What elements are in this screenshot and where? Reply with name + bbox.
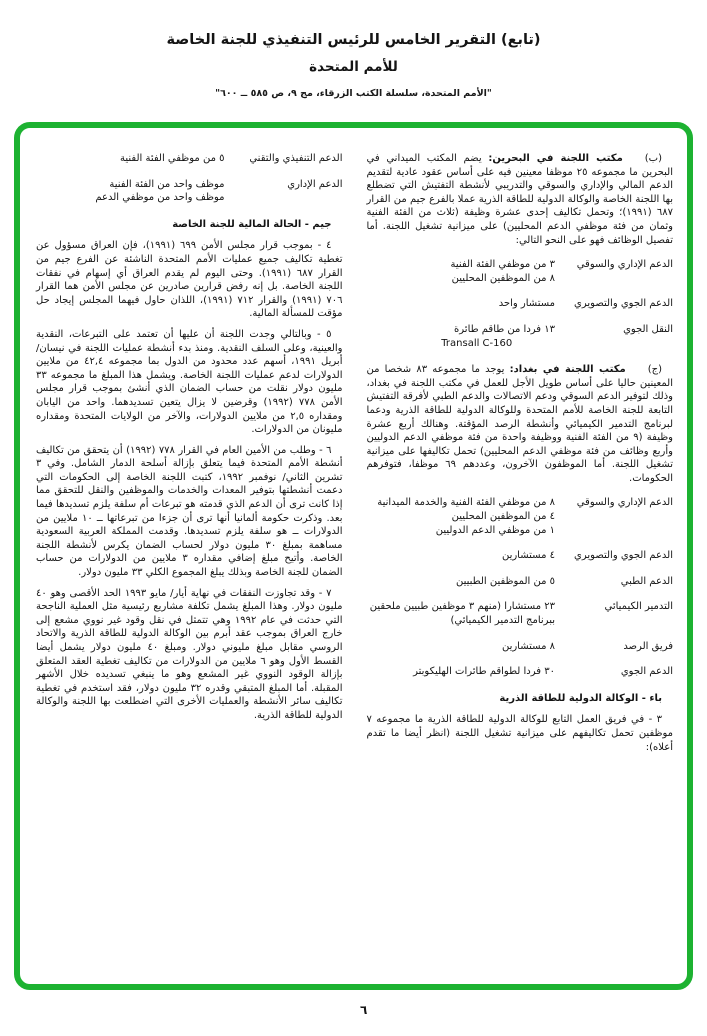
row-label: الدعم الجوي والتصويري <box>574 298 673 310</box>
staff-table-continued <box>36 152 343 205</box>
row-value: ٨ مستشارين <box>501 640 555 652</box>
row-value: ٥ من موظفي الفئة الفنية <box>120 153 225 164</box>
section-heading-baa: باء - الوكالة الدولية للطاقة الذرية <box>499 692 662 704</box>
table-row <box>367 640 674 654</box>
content-frame <box>14 122 693 990</box>
row-value: ١٣ فردا من طاقم طائرة <box>454 323 555 335</box>
paragraph-4: ٤ - بموجب قرار مجلس الأمن ٦٩٩ (١٩٩١)، فإن العراق مسؤول عن تغطية تكاليف جميع عمليات الأمم المتحدة الناشئة عن الفرع جيم من القرار ٦٨٧ (١٩٩١). وحتى اليوم لم يقدم العراق أي إسهام في نفقات اللجنة الخاصة. بل إنه رفض قرارين صادرين عن مجلس الأمن هما القرار ٧٠٦ (١٩٩١) والقرار ٧١٢ (١٩٩١)، اللذان حاول فيهما المجلس إيجاد حل مؤقت للمسألة المالية. <box>36 240 343 320</box>
table-row <box>367 258 674 285</box>
staff-table-bahrain <box>367 258 674 350</box>
row-values <box>367 496 556 537</box>
page-header <box>0 0 707 99</box>
paragraph-b-label: (ب) <box>644 153 662 164</box>
row-values <box>36 178 225 205</box>
table-row <box>367 575 674 589</box>
staff-table-baghdad <box>367 496 674 678</box>
paragraph-5: ٥ - وبالتالي وجدت اللجنة أن عليها أن تعتمد على التبرعات، النقدية والعينية، وعلى السلف النقدية. ومنذ بدء أنشطة عمليات اللجنة في نيسان/ أبريل ١٩٩١، أسهم عدد محدود من الدول بما مجموعه ٤٢,٤ من ملايين الدولارات لدعم عمليات اللجنة الخاصة. ويشمل هذا المبلغ ما مجموعه ٣٣ مليون دولار نقلت من حساب الضمان الذي أنشئ بموجب قرار مجلس الأمن ٧٧٨ (١٩٩٢) وقرضين لا يزال يتعين تسديدهما. واحد من اليابان ومقداره ٢,٥ من ملايين الدولارات، والآخر من الولايات المتحدة ومقداره مليونان من الدولارات. <box>36 328 343 436</box>
row-label: النقل الجوي <box>623 323 673 335</box>
section-heading-jim: جيم - الحالة المالية للجنة الخاصة <box>172 218 332 230</box>
paragraph-7: ٧ - وقد تجاوزت النفقات في نهاية أيار/ مايو ١٩٩٣ الحد الأقصى وهو ٤٠ مليون دولار. وهذا المبلغ يشمل تكلفة مشاريع رئيسية مثل العملية الناجحة التي حدثت في عام ١٩٩٢ وهي تتمثل في نقل وقود غير نووي مشعع إلى خارج العراق بموجب عقد أبرم بين الوكالة الدولية للطاقة الذرية والاتحاد الروسي مقابل مبلغ مليوني دولار. ومبلغ ٤٠ مليون دولار يشمل أيضا القسط الأول وهو ٦ ملايين من الدولارات من تكاليف تغطية العقد المتعلق بإزالة الوقود النووي غير المشعع وهو ما ينبغي تسديده خلال الأشهر المقبلة. أما المبلغ المتبقي وقدره ٣٢ مليون دولار، فقد استخدم في تغطية تكاليف سائر الأنشطة والعمليات الأخرى التي اضطلعت بها اللجنة والوكالة الدولية للطاقة الذرية. <box>36 587 343 721</box>
row-value: ٨ من موظفي الفئة الفنية والخدمة الميدانية <box>377 497 555 509</box>
row-values <box>36 152 225 166</box>
paragraph-6: ٦ - وطلب من الأمين العام في القرار ٧٧٨ (١٩٩٢) أن يتحقق من تكاليف أنشطة الأمم المتحدة فيما يتعلق بإزالة أسلحة الدمار الشامل. وفي ٣ تشرين الثاني/ نوفمبر ١٩٩٢، كتبت اللجنة الخاصة إلى الحكومات التي دعمت أنشطتها بتوفير المعدات والخدمات والموظفين والنقل للتحقق مما إذا كانت ترى أن الدعم الذي قدمته هو تبرعات أم سلفة يلزم تسديدها فيما بعد. وذكرت حكومة ألمانيا أنها ترى أن جزءا من تبرعاتها ــ ١٠ ملايين من الدولارات ــ هو سلفة يلزم تسديدها. وقدمت المملكة العربية السعودية مساهمة بمبلغ ٣٠ مليون دولار لحساب الضمان يكرس لأنشطة اللجنة الخاصة. وأتيح مبلغ إضافي مقداره ٣ ملايين من الدولارات من حساب الضمان للجنة الخاصة وبذلك يبلغ المجموع الكلي ٣٣ مليون دولار. <box>36 444 343 579</box>
row-value: ٣٠ فردا لطواقم طائرات الهليكوبتر <box>413 666 555 678</box>
row-values <box>367 640 556 654</box>
row-values <box>367 297 556 311</box>
row-label: الدعم الطبي <box>620 575 673 587</box>
row-values <box>367 665 556 679</box>
row-value: ١ من موظفي الدعم الدوليين <box>435 524 555 536</box>
row-label: الدعم الجوي والتصويري <box>574 550 673 562</box>
row-label: الدعم التنفيذي والتقني <box>249 153 343 164</box>
source-note: "الأمم المتحدة، سلسلة الكتب الزرقاء، مج ٩، ص ٥٨٥ ــ ٦٠٠" <box>215 88 492 99</box>
row-values <box>367 549 556 563</box>
row-value: ٣ من موظفي الفئة الفنية <box>450 259 555 271</box>
row-value: مستشار واحد <box>498 298 555 310</box>
row-values <box>367 323 556 350</box>
paragraph-b-text: يضم المكتب الميداني في البحرين ما مجموعه ٢٥ موظفا معينين فيه على أساس عقود عادية لتقديم الدعم المالي والإداري والسوقي والتدريبي لأنشطة التفتيش التي تضطلع بها اللجنة الخاصة والوكالة الدولية للطاقة الذرية عملا بالفرع جيم من القرار ٦٨٧ (١٩٩١)؛ وتحمل تكاليف إحدى عشرة وظيفة (ثلاث من الفئة الفنية وثمان من فئة موظفي الدعم المحليين) على ميزانية تشغيل اللجنة. أما تفصيل الوظائف فهو على النحو التالي: <box>366 153 673 246</box>
table-row <box>36 178 343 205</box>
row-value: ٥ من الموظفين الطبيين <box>456 575 555 587</box>
paragraph-j <box>367 363 674 485</box>
paragraph-3: ٣ - في فريق العمل التابع للوكالة الدولية للطاقة الذرية ما مجموعه ٧ موظفين تحمل تكاليفهم على ميزانية تشغيل اللجنة (انظر أيضا ما تقدم أعلاه): <box>366 714 673 753</box>
row-values <box>367 258 556 285</box>
page-number: ٦ <box>360 1003 368 1017</box>
row-label: الدعم الإداري والسوقي <box>576 497 673 509</box>
table-row <box>367 323 674 350</box>
row-value: موظف واحد من موظفي الدعم <box>95 192 225 204</box>
row-value: موظف واحد من الفئة الفنية <box>109 178 225 190</box>
table-row <box>367 549 674 563</box>
table-row <box>36 152 343 166</box>
paragraph-b <box>367 152 674 247</box>
row-values <box>367 575 556 589</box>
table-row <box>367 496 674 537</box>
paragraph-j-label: (ج) <box>647 364 662 376</box>
row-label: التدمير الكيميائي <box>604 601 673 613</box>
paragraph-j-title: مكتب اللجنة في بغداد: <box>509 364 626 376</box>
row-value: ٤ من الموظفين المحليين <box>451 511 555 523</box>
table-row <box>367 600 674 627</box>
row-value-latin: Transall C-160 <box>441 337 513 349</box>
row-value: ٢٣ مستشارا (منهم ٣ موظفين طبيين ملحقين ببرنامج التدمير الكيميائي) <box>369 601 555 627</box>
row-values <box>367 600 556 627</box>
row-label: الدعم الإداري <box>287 178 343 190</box>
two-column-layout <box>20 128 687 761</box>
row-label: الدعم الجوي <box>620 666 673 678</box>
paragraph-j-text: يوجد ما مجموعه ٨٣ شخصا من المعينين حاليا على أساس طويل الأجل للعمل في مكتب اللجنة في بغداد، وذلك لتوفير الدعم السوقي ودعم الاتصالات والدعم الطبي لأفرقة التفتيش التابعة للجنة الخاصة للأمم المتحدة وللوكالة الدولية للطاقة الذرية ودعما لبرنامج التدمير الكيميائي وأنشطة الرصد المؤقتة. وهنالك أربع عشرة وظيفة (٩ من الفئة الفنية ووظيفة واحدة من فئة موظفي الدعم الدوليين وأربع وظائف من فئة موظفي الدعم المحليين) تحمل تكاليفها على ميزانية تشغيل اللجنة. أما الموظفون الآخرون، وعددهم ٦٩ موظفا، فتوفرهم الحكومات. <box>366 364 673 484</box>
row-value: ٤ مستشارين <box>501 550 555 562</box>
report-subtitle: للأمم المتحدة <box>309 59 398 75</box>
column-left <box>36 152 343 761</box>
table-row <box>367 297 674 311</box>
row-value: ٨ من الموظفين المحليين <box>451 272 555 284</box>
report-title: (تابع) التقرير الخامس للرئيس التنفيذي للجنة الخاصة <box>166 32 541 48</box>
row-label: الدعم الإداري والسوقي <box>576 259 673 271</box>
row-label: فريق الرصد <box>623 640 673 652</box>
paragraph-b-title: مكتب اللجنة في البحرين: <box>488 153 623 164</box>
table-row <box>367 665 674 679</box>
column-right <box>367 152 674 761</box>
